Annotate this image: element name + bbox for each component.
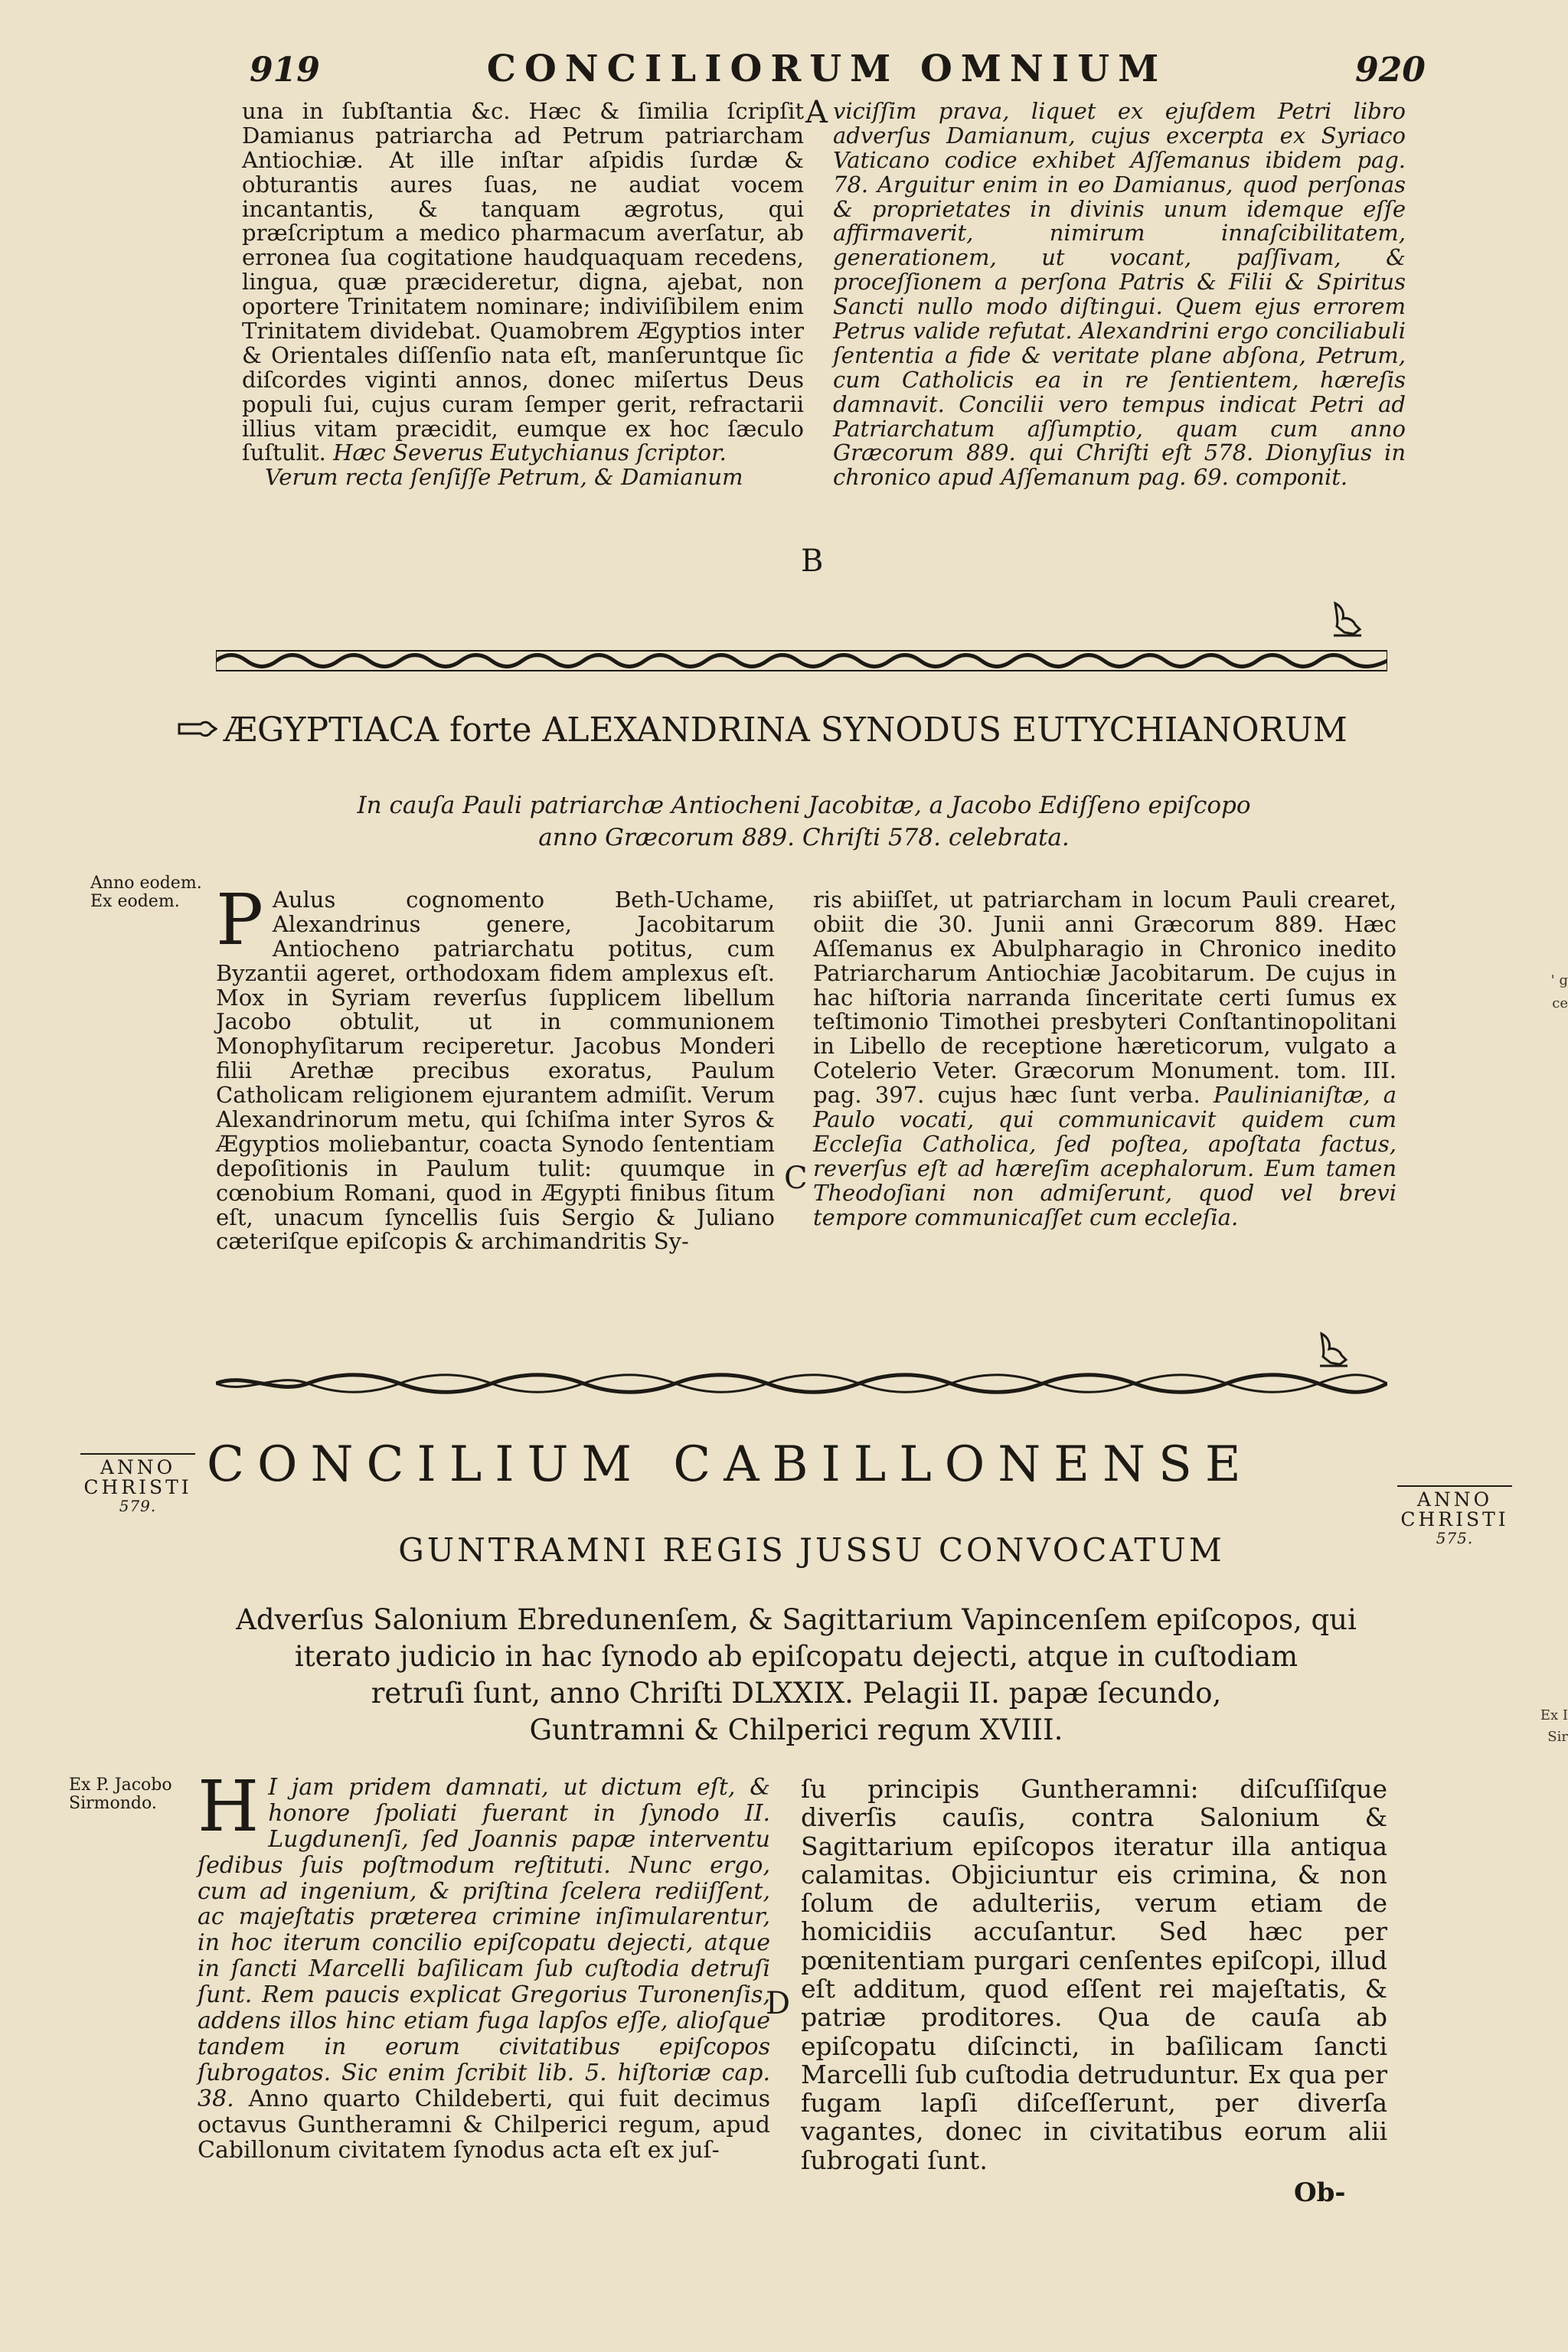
section1-left-last-line: Verum recta ſenſiſſe Petrum, & Damianum xyxy=(265,464,743,491)
section2-subtitle xyxy=(306,790,1302,854)
section3-intro-line4: Guntramni & Chilperici regum XVIII. xyxy=(529,1713,1063,1747)
section2-right-italic: Paulinianiſtæ, a Paulo vocati, qui communicavit quidem cum Eccleſia Catholica, ſed poſtea, apoſtata factus, reverſus eſt ad hæreſim acephalorum. Eum tamen Theodoſiani non admiſerunt, quod vel brevi tempore communicaſſet cum eccleſia. xyxy=(813,1082,1397,1230)
section2-right-column xyxy=(813,888,1396,1230)
side-fragment: Sir xyxy=(1547,1729,1568,1745)
section3-title: CONCILIUM CABILLONENSE xyxy=(207,1436,1254,1493)
page-number-right: 920 xyxy=(1355,51,1426,90)
section2-left-text: Aulus cognomento Beth-Uchame, Alexandrinus genere, Jacobitarum Antiocheno patriarchatu potitus, cum Byzantii ageret, orthodoxam fidem amplexus eſt. Mox in Syriam reverſus ſupplicem libellum Jacobo obtulit, ut in communionem Monophyſitarum reciperetur. Jacobus Monderi filii Arethæ precibus exoratus, Paulum Catholicam religionem ejurantem admiſit. Verum Alexandrinorum metu, qui ſchiſma inter Syros & Ægyptios moliebantur, coacta Synodo ſententiam depoſitionis in Paulum tulit: quumque in cœnobium Romani, quod in Ægypti finibus ſitum eſt, unacum ſyncellis ſuis Sergio & Juliano cæteriſque epiſcopis & archimandritis Sy- xyxy=(216,887,775,1255)
section3-right-column: ſu principis Guntheramni: diſcuſſiſque diverſis cauſis, contra Salonium & Sagittarium epiſcopos iteratur illa antiqua calamitas. Objiciuntur eis crimina, & non ſolum de adulteriis, verum etiam de homicidiis accuſantur. Sed hæc per pœnitentiam purgari cenſentes epiſcopi, illud eſt additum, quod eſſent rei majeſtatis, & patriæ proditores. Qua de cauſa ab epiſcopatu diſcincti, in baſilicam ſancti Marcelli ſub cuſtodia detruduntur. Ex qua per fugam lapſi diſceſſerunt, per diverſa vagantes, donec in civitatibus eorum alii ſubrogati ſunt. xyxy=(801,1774,1387,2175)
anno-right-label: ANNO xyxy=(1416,1488,1493,1511)
hand-pointer-icon xyxy=(1331,599,1364,639)
ornament-band-middle xyxy=(216,1372,1387,1395)
section3-left-text: Anno quarto Childeberti, qui fuit decimus octavus Guntheramni & Chilperici regum, apud Cabillonum civitatem ſynodus acta eſt ex juſ- xyxy=(198,2085,770,2164)
section2-left-column xyxy=(216,879,775,1255)
section3-intro-line3: retruſi ſunt, anno Chriſti DLXXIX. Pelagii II. papæ ſecundo, xyxy=(371,1677,1222,1710)
anno-left-label: ANNO xyxy=(100,1456,176,1478)
section3-intro-line2: iterato judicio in hac ſynodo ab epiſcopatu dejecti, atque in cuſtodiam xyxy=(294,1640,1298,1674)
section3-intro xyxy=(207,1602,1386,1749)
anno-left xyxy=(77,1453,199,1514)
section2-title: ÆGYPTIACA forte ALEXANDRINA SYNODUS EUTYCHIANORUM xyxy=(224,710,1348,750)
marker-a: A xyxy=(805,95,828,130)
section3-left-italic: I jam pridem damnati, ut dictum eſt, & honore ſpoliati fuerant in ſynodo II. Lugdunenſi, ſed Joannis papæ interventu ſedibus ſuis poſtmodum reſtituti. Nunc ergo, cum ad ingenium, & priſtina ſcelera rediiſſent, ac majeſtatis præterea crimine inſimularentur, in hoc iterum concilio epiſcopatu dejecti, atque in ſancti Marcelli baſilicam ſub cuſtodia detruſi ſunt. Rem paucis explicat Gregorius Turonenſis, addens illos hinc etiam fuga lapſos eſſe, alioſque tandem in eorum civitatibus epiſcopos ſubrogatos. Sic enim ſcribit lib. 5. hiſtoriæ cap. 38. xyxy=(198,1774,770,2112)
anno-right xyxy=(1393,1485,1516,1547)
marker-d: D xyxy=(766,1986,791,2021)
section1-right-column: viciſſim prava, liquet ex ejuſdem Petri libro adverſus Damianum, cujus excerpta ex Syriaco Vaticano codice exhibet Aſſemanus ibidem pag. 78. Arguitur enim in eo Damianus, quod perſonas & proprietates in divinis unum idemque eſſe affirmaverit, nimirum innaſcibilitatem, generationem, ut vocant, paſſivam, & proceſſionem a perſona Patris & Filii & Spiritus Sancti nullo modo diſtingui. Quem ejus errorem Petrus valide refutat. Alexandrini ergo conciliabuli ſententia a fide & veritate plane abſona, Petrum, cum Catholicis ea in re ſentientem, hæreſis damnavit. Concilii vero tempus indicat Petri ad Patriarchatum aſſumptio, quam cum anno Græcorum 889. qui Chriſti eſt 578. Dionyſius in chronico apud Aſſemanum pag. 69. componit. xyxy=(833,98,1406,491)
section2-dropcap: P xyxy=(216,879,263,961)
section3-intro-line1: Adverſus Salonium Ebredunenſem, & Sagittarium Vapincenſem epiſcopos, qui xyxy=(236,1603,1357,1636)
marker-b: B xyxy=(801,544,824,579)
hand-pointer-icon xyxy=(1317,1329,1351,1369)
section1-left-text: una in ſubſtantia &c. Hæc & ſimilia ſcripſit Damianus patriarcha ad Petrum patriarcham Antiochiæ. At ille inſtar aſpidis ſurdæ & obturantis aures ſuas, ne audiat vocem incantantis, & tanquam ægrotus, qui præſcriptum a medico pharmacum averſatur, ab erronea ſua cogitatione haudquaquam recedens, lingua, quæ præcideretur, digna, ajebat, non oportere Trinitatem nominare; indiviſibilem enim Trinitatem dividebat. Quamobrem Ægyptios inter & Orientales diſſenſio nata eſt, manſeruntque ſic diſcordes viginti annos, donec miſertus Deus populi ſui, cujus curam ſemper gerit, refractarii illius vitam præcidit, eumque ex hoc ſæculo ſuſtulit. xyxy=(242,98,804,466)
section2-subtitle-line1: In cauſa Pauli patriarchæ Antiocheni Jacobitæ, a Jacobo Ediſſeno epiſcopo xyxy=(357,792,1251,819)
anno-left-year: 579. xyxy=(119,1496,157,1515)
section3-margin-note: Ex P. Jacobo Sirmondo. xyxy=(69,1775,172,1814)
section1-left-italic: Hæc Severus Eutychianus ſcriptor. xyxy=(333,439,727,466)
side-fragment: Ex I xyxy=(1540,1707,1568,1723)
section3-dropcap: H xyxy=(198,1766,260,1847)
section2-margin-note: Anno eodem. Ex eodem. xyxy=(90,874,202,912)
catchword: Ob- xyxy=(1294,2177,1346,2208)
anno-right-christi: CHRISTI xyxy=(1400,1508,1509,1531)
section2-subtitle-line2: anno Græcorum 889. Chriſti 578. celebrata. xyxy=(538,823,1070,851)
section1-left-column xyxy=(242,100,804,490)
pointing-hand-icon xyxy=(178,718,217,740)
ornament-band-top xyxy=(216,649,1387,672)
marker-c: C xyxy=(784,1161,808,1196)
side-fragment: ' g xyxy=(1550,972,1568,988)
running-title: CONCILIORUM OMNIUM xyxy=(486,47,1168,90)
anno-left-christi: CHRISTI xyxy=(83,1476,192,1499)
anno-right-year: 575. xyxy=(1436,1528,1474,1547)
section2-right-text: ris abiiſſet, ut patriarcham in locum Pauli crearet, obiit die 30. Junii anni Græcorum 889. Hæc Aſſemanus ex Abulpharagio in Chronico inedito Patriarcharum Antiochiæ Jacobitarum. De cujus in hac hiſtoria narranda ſinceritate certi ſumus ex teſtimonio Timothei presbyteri Conſtantinopolitani in Libello de receptione hæreticorum, vulgato a Cotelerio Veter. Græcorum Monument. tom. III. pag. 397. cujus hæc ſunt verba. xyxy=(813,887,1396,1109)
section3-left-column xyxy=(198,1766,770,2164)
section3-subtitle: GUNTRAMNI REGIS JUSSU CONVOCATUM xyxy=(398,1531,1225,1569)
side-fragment: ce xyxy=(1552,995,1568,1011)
page-number-left: 919 xyxy=(250,51,320,90)
